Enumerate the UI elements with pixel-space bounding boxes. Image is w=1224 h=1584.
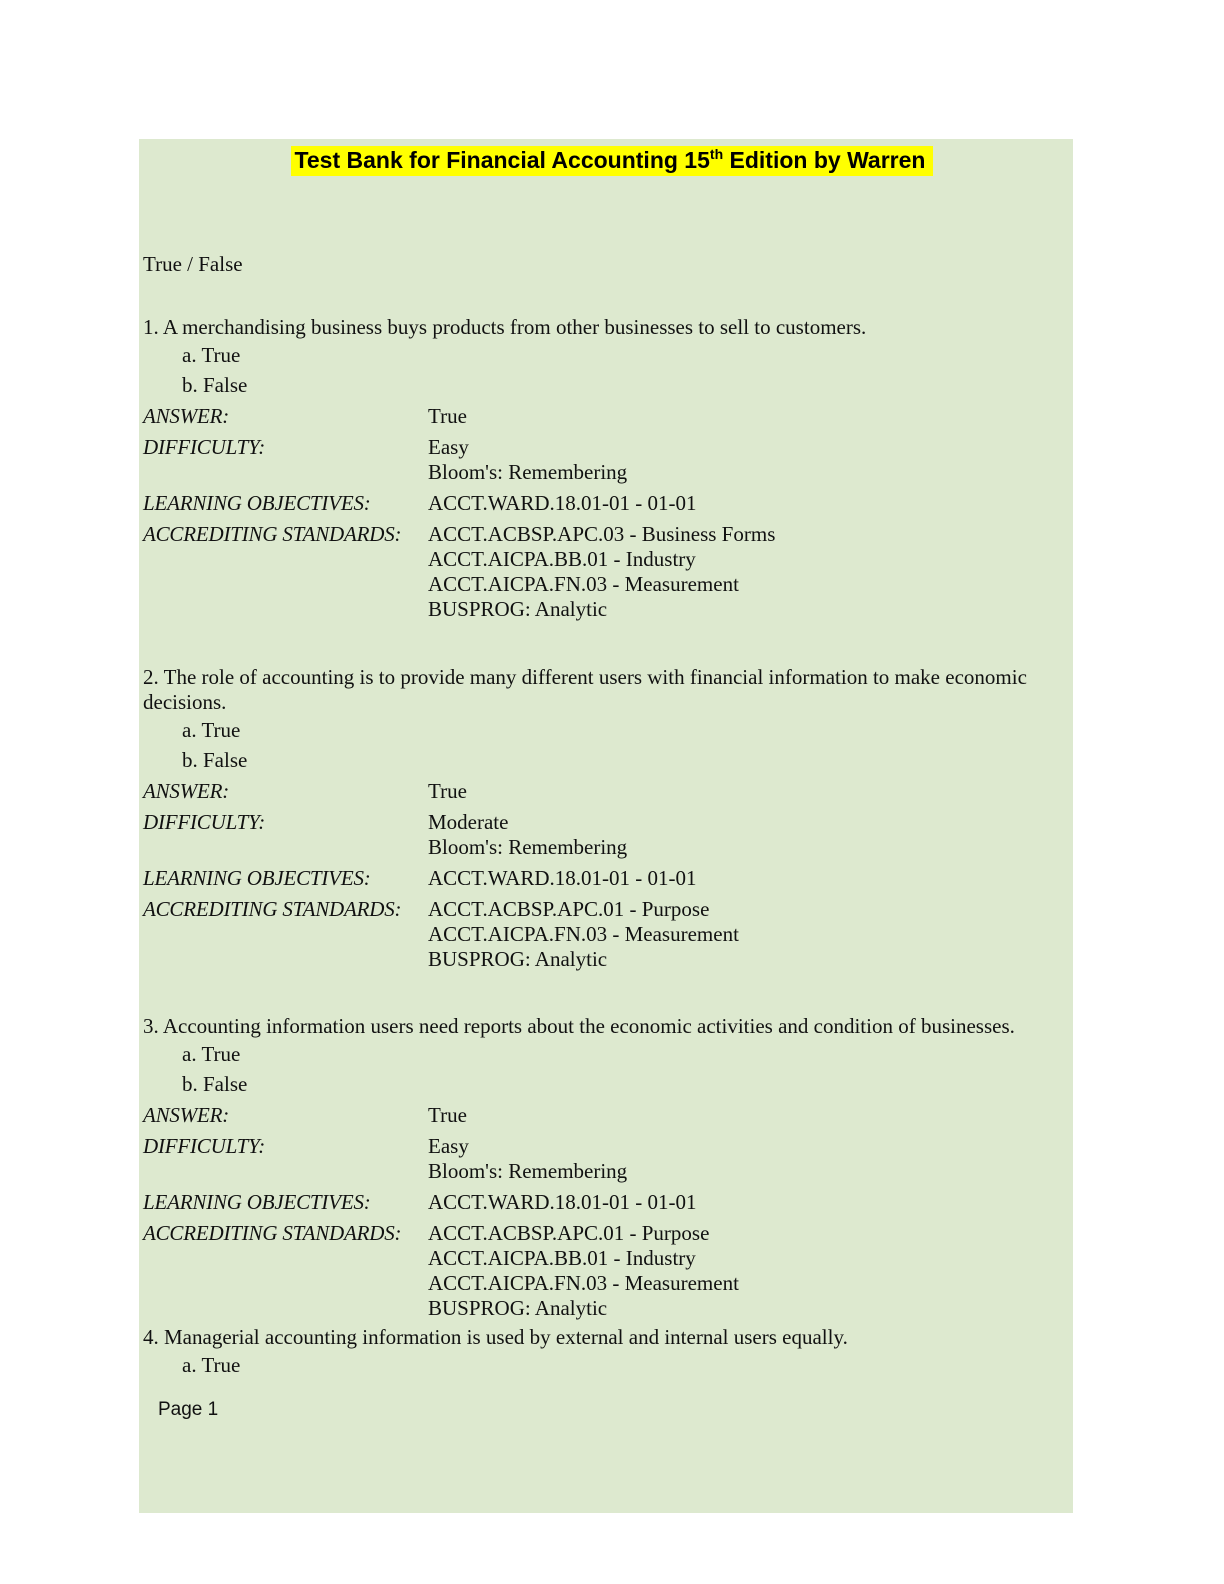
page-number: Page 1	[158, 1399, 219, 1420]
learning-objectives-label: LEARNING OBJECTIVES:	[143, 866, 371, 890]
document-title	[0, 142, 1224, 178]
accrediting-standard-value: ACCT.AICPA.BB.01 - Industry	[428, 547, 696, 571]
learning-objective-value: ACCT.WARD.18.01-01 - 01-01	[428, 1190, 697, 1214]
option-a: a. True	[182, 1353, 241, 1377]
difficulty-row	[143, 1134, 1073, 1184]
difficulty-value: Easy	[428, 435, 469, 459]
answer-value: True	[428, 1103, 467, 1127]
accrediting-standard-value: ACCT.ACBSP.APC.01 - Purpose	[428, 1221, 710, 1245]
section-heading: True / False	[143, 252, 243, 276]
difficulty-value: Moderate	[428, 810, 509, 834]
difficulty-value: Bloom's: Remembering	[428, 460, 628, 484]
accrediting-standard-value: ACCT.ACBSP.APC.01 - Purpose	[428, 897, 710, 921]
difficulty-label: DIFFICULTY:	[143, 810, 266, 834]
question-text: 4. Managerial accounting information is used by external and internal users equally.	[143, 1325, 848, 1349]
option-a: a. True	[182, 343, 241, 367]
difficulty-row	[143, 810, 1073, 860]
title-highlight	[291, 146, 934, 176]
difficulty-label: DIFFICULTY:	[143, 1134, 266, 1158]
learning-objectives-label: LEARNING OBJECTIVES:	[143, 491, 371, 515]
difficulty-value: Easy	[428, 1134, 469, 1158]
answer-label: ANSWER:	[143, 779, 230, 803]
answer-row	[143, 779, 1073, 804]
difficulty-row	[143, 435, 1073, 485]
accrediting-standard-value: BUSPROG: Analytic	[428, 597, 608, 621]
title-superscript: th	[709, 146, 724, 162]
question-block	[143, 315, 1073, 622]
accrediting-standards-label: ACCREDITING STANDARDS:	[143, 1221, 402, 1245]
answer-value: True	[428, 779, 467, 803]
answer-row	[143, 404, 1073, 429]
accrediting-standard-value: BUSPROG: Analytic	[428, 1296, 608, 1320]
option-a: a. True	[182, 1042, 241, 1066]
accrediting-standards-row	[143, 522, 1073, 622]
question-text: 3. Accounting information users need reports about the economic activities and condition of businesses.	[143, 1014, 1015, 1038]
answer-row	[143, 1103, 1073, 1128]
accrediting-standards-label: ACCREDITING STANDARDS:	[143, 522, 402, 546]
learning-objective-value: ACCT.WARD.18.01-01 - 01-01	[428, 491, 697, 515]
answer-label: ANSWER:	[143, 1103, 230, 1127]
option-b: b. False	[182, 1072, 248, 1096]
accrediting-standards-row	[143, 897, 1073, 972]
accrediting-standard-value: ACCT.AICPA.BB.01 - Industry	[428, 1246, 696, 1270]
question-text: 2. The role of accounting is to provide many different users with financial information to make economic decisions.	[143, 665, 1027, 714]
learning-objectives-row	[143, 866, 1073, 891]
learning-objective-value: ACCT.WARD.18.01-01 - 01-01	[428, 866, 697, 890]
answer-value: True	[428, 404, 467, 428]
accrediting-standard-value: ACCT.ACBSP.APC.03 - Business Forms	[428, 522, 776, 546]
difficulty-value: Bloom's: Remembering	[428, 1159, 628, 1183]
accrediting-standards-row	[143, 1221, 1073, 1321]
question-block	[143, 1325, 1073, 1383]
option-b: b. False	[182, 748, 248, 772]
question-block	[143, 1014, 1073, 1321]
difficulty-value: Bloom's: Remembering	[428, 835, 628, 859]
accrediting-standard-value: ACCT.AICPA.FN.03 - Measurement	[428, 572, 739, 596]
question-text: 1. A merchandising business buys products from other businesses to sell to customers.	[143, 315, 867, 339]
option-a: a. True	[182, 718, 241, 742]
title-main: Test Bank for Financial Accounting 15	[294, 147, 710, 173]
title-end: Edition by Warren	[723, 147, 926, 173]
learning-objectives-row	[143, 491, 1073, 516]
option-b: b. False	[182, 373, 248, 397]
question-block	[143, 665, 1073, 972]
accrediting-standards-label: ACCREDITING STANDARDS:	[143, 897, 402, 921]
accrediting-standard-value: BUSPROG: Analytic	[428, 947, 608, 971]
accrediting-standard-value: ACCT.AICPA.FN.03 - Measurement	[428, 922, 739, 946]
accrediting-standard-value: ACCT.AICPA.FN.03 - Measurement	[428, 1271, 739, 1295]
learning-objectives-row	[143, 1190, 1073, 1215]
answer-label: ANSWER:	[143, 404, 230, 428]
learning-objectives-label: LEARNING OBJECTIVES:	[143, 1190, 371, 1214]
difficulty-label: DIFFICULTY:	[143, 435, 266, 459]
